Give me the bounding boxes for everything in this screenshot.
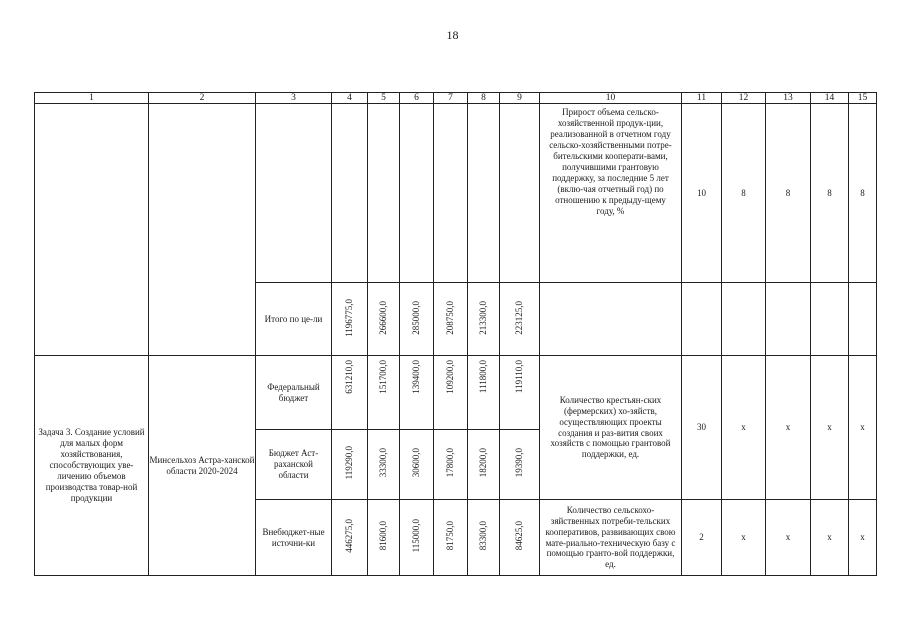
empty-cell: [722, 283, 766, 356]
amount-value: 151700,0: [378, 360, 388, 394]
empty-cell: [849, 283, 877, 356]
amount-value: 81750,0: [445, 521, 455, 551]
amount-value: 631210,0: [344, 360, 354, 394]
empty-cell: [35, 104, 149, 356]
amount-value: 17800,0: [445, 448, 455, 478]
amount-cell: [500, 500, 540, 576]
amount-cell: [434, 430, 468, 500]
indicator-value: х: [811, 356, 849, 500]
indicator-value: х: [722, 500, 766, 576]
amount-cell: [332, 430, 368, 500]
amount-cell: [368, 356, 400, 430]
amount-cell: [500, 356, 540, 430]
indicator-value: х: [811, 500, 849, 576]
page-number: 18: [446, 28, 459, 42]
amount-value: 139400,0: [411, 360, 421, 394]
total-label: Итого по це-ли: [256, 283, 332, 356]
column-header: 9: [500, 93, 540, 104]
column-header: 13: [766, 93, 811, 104]
amount-value: 119290,0: [344, 446, 354, 480]
amount-value: 18200,0: [478, 448, 488, 478]
column-header: 15: [849, 93, 877, 104]
column-header: 2: [149, 93, 256, 104]
executor: Минсельхоз Астра-ханской области 2020-2024: [149, 356, 256, 576]
amount-cell: [400, 283, 434, 356]
indicator-cooperatives: Количество сельскохо-зяйственных потреби-тельских кооперативов, развивающих свою мате-риально-техническую базу с помощью гранто-вой поддержки, ед.: [540, 500, 682, 576]
empty-cell: [682, 283, 722, 356]
empty-cell: [256, 104, 332, 283]
amount-value: 33300,0: [378, 448, 388, 478]
column-header: 1: [35, 93, 149, 104]
empty-cell: [540, 283, 682, 356]
amount-cell: [368, 500, 400, 576]
amount-value: 208750,0: [445, 300, 455, 335]
amount-value: 81600,0: [378, 521, 388, 551]
empty-cell: [811, 283, 849, 356]
amount-cell: [368, 283, 400, 356]
column-header: 11: [682, 93, 722, 104]
indicator-farms: Количество крестьян-ских (фермерских) хо-зяйств, осуществляющих проекты создания и раз-вития своих хозяйств с помощью грантовой поддержки, ед.: [540, 356, 682, 500]
program-table: [34, 92, 877, 576]
column-header: 5: [368, 93, 400, 104]
column-header: 14: [811, 93, 849, 104]
column-header: 12: [722, 93, 766, 104]
empty-cell: [149, 104, 256, 356]
amount-cell: [468, 283, 500, 356]
amount-value: 115000,0: [411, 519, 421, 553]
indicator-value: 8: [849, 104, 877, 283]
amount-value: 285000,0: [411, 300, 421, 335]
table-row: [35, 104, 877, 283]
amount-cell: [434, 283, 468, 356]
empty-cell: [332, 104, 368, 283]
funding-source: Внебюджет-ные источни-ки: [256, 500, 332, 576]
indicator-value: х: [849, 500, 877, 576]
amount-cell: [434, 356, 468, 430]
indicator-value: х: [722, 356, 766, 500]
amount-value: 223125,0: [514, 300, 524, 335]
column-header: 8: [468, 93, 500, 104]
empty-cell: [368, 104, 400, 283]
amount-value: 30600,0: [411, 448, 421, 478]
empty-cell: [400, 104, 434, 283]
indicator-value: 8: [811, 104, 849, 283]
amount-cell: [468, 430, 500, 500]
indicator-value: х: [766, 356, 811, 500]
amount-value: 111800,0: [478, 360, 488, 394]
indicator-base-value: 30: [682, 356, 722, 500]
amount-cell: [332, 283, 368, 356]
empty-cell: [434, 104, 468, 283]
indicator-value: 8: [722, 104, 766, 283]
header-row: [35, 93, 877, 104]
column-header: 7: [434, 93, 468, 104]
amount-value: 83300,0: [478, 521, 488, 551]
column-header: 6: [400, 93, 434, 104]
amount-cell: [400, 430, 434, 500]
amount-cell: [332, 356, 368, 430]
indicator-value: 8: [766, 104, 811, 283]
amount-value: 266600,0: [378, 300, 388, 335]
amount-cell: [400, 356, 434, 430]
empty-cell: [468, 104, 500, 283]
amount-value: 109200,0: [445, 360, 455, 394]
indicator-sales-growth: Прирост объема сельско-хозяйственной продук-ции, реализованной в отчетном году сельско-хозяйственными потре-бительскими кооперати-вами, получившими грантовую поддержку, за последние 5 лет (вклю-чая отчетный год) по отношению к предыду-щему году, %: [540, 104, 682, 283]
funding-source: Бюджет Аст-раханской области: [256, 430, 332, 500]
column-header: 3: [256, 93, 332, 104]
indicator-base-value: 2: [682, 500, 722, 576]
amount-value: 213300,0: [478, 300, 488, 335]
empty-cell: [766, 283, 811, 356]
task-description: Задача 3. Создание условий для малых форм хозяйствования, способствующих уве-личению объемов производства товар-ной продукции: [35, 356, 149, 576]
amount-value: 446275,0: [344, 519, 354, 553]
indicator-value: х: [849, 356, 877, 500]
indicator-base-value: 10: [682, 104, 722, 283]
indicator-value: х: [766, 500, 811, 576]
amount-cell: [434, 500, 468, 576]
column-header: 4: [332, 93, 368, 104]
funding-source: Федеральный бюджет: [256, 356, 332, 430]
amount-cell: [400, 500, 434, 576]
amount-value: 84625,0: [514, 521, 524, 551]
amount-cell: [500, 430, 540, 500]
amount-value: 1196775,0: [344, 298, 354, 337]
amount-cell: [500, 283, 540, 356]
empty-cell: [500, 104, 540, 283]
amount-cell: [468, 500, 500, 576]
amount-cell: [468, 356, 500, 430]
amount-value: 19390,0: [514, 448, 524, 478]
amount-value: 119110,0: [514, 360, 524, 394]
amount-cell: [332, 500, 368, 576]
table-row: [35, 356, 877, 430]
amount-cell: [368, 430, 400, 500]
column-header: 10: [540, 93, 682, 104]
